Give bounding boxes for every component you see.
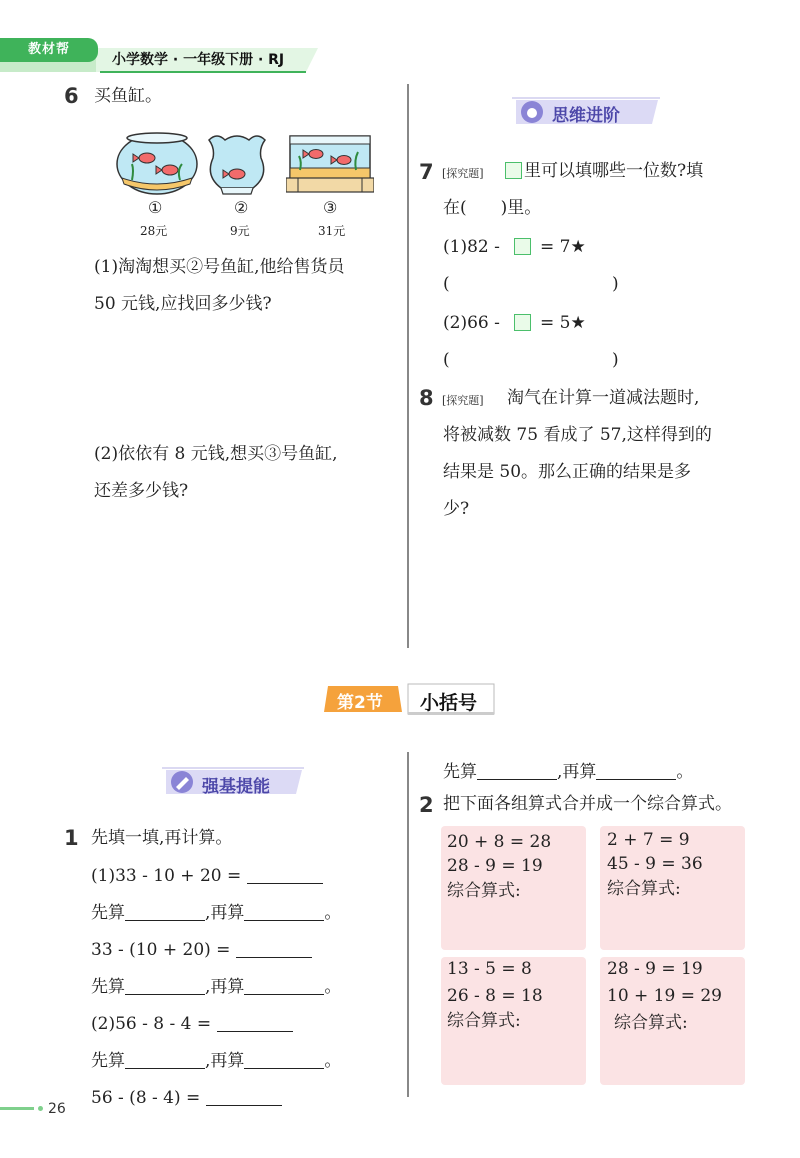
then-step-blank[interactable]	[244, 977, 324, 995]
end-mark: 。	[324, 903, 342, 923]
q6-part1-line1: (1)淘淘想买②号鱼缸,他给售货员	[94, 257, 345, 277]
q1-expr4	[91, 1088, 282, 1107]
q1-expr3	[91, 1014, 293, 1033]
q1-number: 1	[64, 826, 79, 850]
q2-box3-line1: 13 - 5 = 8	[447, 959, 532, 979]
tank-1-mark: ①	[148, 198, 163, 217]
right-order-line	[443, 762, 693, 781]
q1-expr1-answer[interactable]	[247, 866, 323, 884]
q7-answer2-close: )	[612, 350, 619, 370]
q7-answer1-close: )	[612, 274, 619, 294]
q1-order2	[91, 977, 341, 996]
q6-number: 6	[64, 84, 79, 108]
q1-expr1-text: (1)33 - 10 + 20 =	[91, 866, 242, 886]
q2-box4-line2: 10 + 19 = 29	[607, 986, 722, 1006]
fish-tank-3-image	[286, 132, 374, 196]
column-divider-bottom	[407, 752, 409, 1097]
basic-section-title: 强基提能	[202, 777, 270, 797]
header-title: 小学数学 · 一年级下册 · RJ	[112, 52, 285, 68]
q6-part2-line1: (2)依依有 8 元钱,想买③号鱼缸,	[94, 444, 338, 464]
tank-2-price: 9元	[230, 224, 250, 238]
fish-tank-1-image	[112, 128, 202, 196]
then-step-blank[interactable]	[596, 762, 676, 780]
column-divider-top	[407, 84, 409, 648]
tank-3-mark: ③	[323, 198, 338, 217]
first-label: 先算	[91, 903, 125, 923]
q8-line2: 将被减数 75 看成了 57,这样得到的	[443, 425, 712, 445]
first-label: 先算	[443, 762, 477, 782]
q8-tag: [探究题]	[442, 394, 484, 407]
q1-expr3-text: (2)56 - 8 - 4 =	[91, 1014, 212, 1034]
thinking-section-title: 思维进阶	[552, 106, 620, 126]
first-step-blank[interactable]	[477, 762, 557, 780]
q6-title: 买鱼缸。	[94, 86, 162, 106]
section2-badge: 第2节	[337, 693, 383, 713]
q8-number: 8	[419, 386, 434, 410]
q2-box4-line1: 28 - 9 = 19	[607, 959, 703, 979]
q2-box2-line1: 2 + 7 = 9	[607, 830, 690, 850]
q1-expr3-answer[interactable]	[217, 1014, 293, 1032]
first-step-blank[interactable]	[125, 903, 205, 921]
q2-box2-label: 综合算式:	[607, 879, 681, 899]
footer-green-bar	[0, 1107, 34, 1110]
q2-number: 2	[419, 793, 434, 817]
q2-box1-line2: 28 - 9 = 19	[447, 856, 543, 876]
q8-line4: 少?	[443, 499, 470, 519]
header-badge: 教材帮	[0, 38, 98, 62]
q7-part2-prefix: (2)66 -	[443, 313, 500, 333]
q1-order1	[91, 903, 341, 922]
first-step-blank[interactable]	[125, 977, 205, 995]
tank-1-price: 28元	[140, 224, 168, 238]
then-label: ,再算	[205, 1051, 245, 1071]
then-step-blank[interactable]	[244, 1051, 324, 1069]
q7-tag: [探究题]	[442, 167, 484, 180]
q7-part1-suffix: = 7★	[540, 237, 586, 257]
q7-answer2-open: (	[443, 350, 450, 370]
end-mark: 。	[324, 977, 342, 997]
fish-tank-2-image	[203, 132, 271, 196]
then-label: ,再算	[557, 762, 597, 782]
q2-box1-label: 综合算式:	[447, 881, 521, 901]
first-label: 先算	[91, 1051, 125, 1071]
end-mark: 。	[324, 1051, 342, 1071]
q7-number: 7	[419, 160, 434, 184]
q1-expr1	[91, 866, 323, 885]
then-label: ,再算	[205, 903, 245, 923]
q7-part1-prefix: (1)82 -	[443, 237, 500, 257]
tank-3-price: 31元	[318, 224, 346, 238]
q2-box1-line1: 20 + 8 = 28	[447, 832, 552, 852]
q7-square-box	[505, 162, 522, 179]
q7-part1-box[interactable]	[514, 238, 531, 255]
page-number: 26	[48, 1101, 66, 1117]
q6-part2-line2: 还差多少钱?	[94, 481, 189, 501]
q1-expr2-answer[interactable]	[236, 940, 312, 958]
then-label: ,再算	[205, 977, 245, 997]
q7-line1: 里可以填哪些一位数?填	[524, 161, 704, 181]
q1-title: 先填一填,再计算。	[91, 828, 233, 848]
q2-title: 把下面各组算式合并成一个综合算式。	[443, 794, 732, 814]
q7-line2: 在( )里。	[443, 198, 542, 218]
q2-box3-label: 综合算式:	[447, 1011, 521, 1031]
q2-box3-line2: 26 - 8 = 18	[447, 986, 543, 1006]
q2-box4-label: 综合算式:	[614, 1013, 688, 1033]
section2-title: 小括号	[420, 692, 478, 714]
q7-part2-suffix: = 5★	[540, 313, 586, 333]
first-step-blank[interactable]	[125, 1051, 205, 1069]
end-mark: 。	[676, 762, 694, 782]
q1-expr2	[91, 940, 312, 959]
q1-expr4-answer[interactable]	[206, 1088, 282, 1106]
q1-order3	[91, 1051, 341, 1070]
first-label: 先算	[91, 977, 125, 997]
tank-2-mark: ②	[234, 198, 249, 217]
q1-expr4-text: 56 - (8 - 4) =	[91, 1088, 201, 1108]
footer-dot	[38, 1106, 43, 1111]
q2-box2-line2: 45 - 9 = 36	[607, 854, 703, 874]
q7-part2-box[interactable]	[514, 314, 531, 331]
q8-line1: 淘气在计算一道减法题时,	[507, 388, 700, 408]
q1-expr2-text: 33 - (10 + 20) =	[91, 940, 231, 960]
then-step-blank[interactable]	[244, 903, 324, 921]
q8-line3: 结果是 50。那么正确的结果是多	[443, 462, 692, 482]
q7-answer1-open: (	[443, 274, 450, 294]
q6-part1-line2: 50 元钱,应找回多少钱?	[94, 294, 272, 314]
